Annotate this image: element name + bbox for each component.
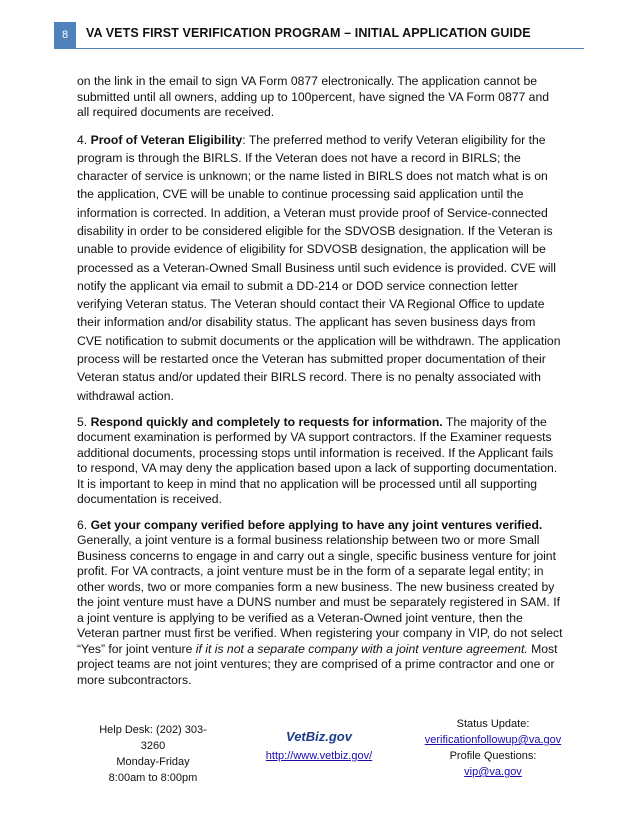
paragraph-respond-quickly: 5. Respond quickly and completely to requests for information. The majority of the document examination is performed by VA support contractors. If the Examiner requests additional documents, processing stops until information is received. If the Applicant fails to respond, VA may deny the application based upon a lack of supporting documentation. It is important to keep in mind that no application will be processed until all supporting documentation is received.: [77, 414, 558, 507]
vetbiz-link[interactable]: http://www.vetbiz.gov/: [265, 750, 373, 762]
page-number: 8: [54, 22, 76, 48]
paragraph-veteran-eligibility: 4. Proof of Veteran Eligibility: The preferred method to verify Veteran eligibility for the program is through the BIRLS. If the Veteran does not have a record in BIRLS; the character of service is unknown; or the name listed in BIRLS does not match what is on the application, CVE will be unable to continue processing said application until the information is corrected. In addition, a Veteran must provide proof of Service-connected disability in order to be considered eligible for the SDVOSB designation. If the Veteran is unable to provide evidence of eligibility for SDVOSB designation, the application will be processed as a Veteran-Owned Small Business until such evidence is provided. CVE will notify the applicant via email to submit a DD-214 or DOD service connection letter verifying Veteran status. The Veteran should contact their VA Regional Office to update their information and/or disability status. The applicant has seven business days from CVE notification to submit documents or the application will be withdrawn. The application process will be restarted once the Veteran has submitted proper documentation of their Veteran status and/or updated their BIRLS record. There is no penalty associated with withdrawal action.: [77, 132, 561, 403]
profile-questions-label: Profile Questions:: [449, 750, 537, 762]
item-number: 5.: [77, 414, 88, 429]
section-heading: Get your company verified before applying to have any joint ventures verified.: [90, 517, 543, 532]
item-number: 6.: [77, 517, 88, 532]
document-body: [77, 74, 563, 698]
item-number: 4.: [77, 132, 88, 147]
paragraph-joint-ventures: 6. Get your company verified before applying to have any joint ventures verified. Generally, a joint venture is a formal business relationship between two or more Small Business concerns to engage in and carry out a single, specific business venture for joint profit. For VA contracts, a joint venture must be in the form of a separate legal entity; in other words, two or more companies form a new business. The new business created by the joint venture must have a DUNS number and must be separately registered in SAM. If a joint venture is applying to be verified as a Veteran-Owned joint venture, then the Veteran partner must first be verified. When registering your company in VIP, do not select “Yes” for joint venture if it is not a separate company with a joint venture agreement. Most project teams are not joint ventures; they are comprised of a prime contractor and one or more subcontractors.: [77, 517, 563, 687]
help-desk-hours: 8:00am to 8:00pm: [108, 772, 198, 784]
help-desk-phone: Help Desk: (202) 303-3260: [99, 724, 207, 752]
status-update-label: Status Update:: [456, 718, 530, 730]
page-header: [0, 22, 638, 50]
help-desk-info: [88, 722, 218, 786]
contact-info: [418, 716, 568, 780]
section-heading: Proof of Veteran Eligibility: [90, 132, 243, 147]
vetbiz-title: VetBiz.gov: [286, 729, 352, 744]
profile-email-link[interactable]: vip@va.gov: [464, 766, 522, 778]
italic-note: if it is not a separate company with a joint venture agreement.: [195, 641, 528, 656]
paragraph-continuation: on the link in the email to sign VA Form 0877 electronically. The application cannot be submitted until all owners, adding up to 100percent, have signed the VA Form 0877 and all required documents are received.: [77, 74, 550, 119]
header-divider: [54, 48, 584, 49]
document-title: VA VETS FIRST VERIFICATION PROGRAM – INITIAL APPLICATION GUIDE: [86, 26, 531, 40]
section-heading: Respond quickly and completely to requests for information.: [90, 414, 443, 429]
help-desk-days: Monday-Friday: [116, 756, 190, 768]
vetbiz-info: [254, 728, 384, 764]
status-email-link[interactable]: verificationfollowup@va.gov: [424, 734, 562, 746]
